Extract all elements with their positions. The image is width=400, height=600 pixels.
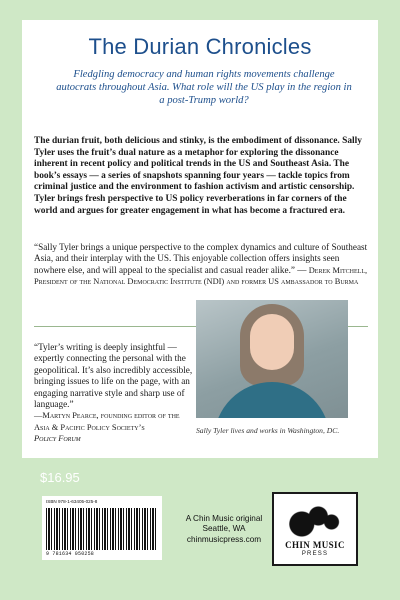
book-description: The durian fruit, both delicious and stinky, is the embodiment of dissonance. Sally Tyler uses the fruit’s dual nature as a metaphor for exploring the dissonance inherent in recent policy and political trends in the US and Southeast Asia. The book’s essays — a series of snapshots spanning four years — tackle topics from criminal justice and the environment to fashion activism and artistic censorship. Tyler brings fresh perspective to US policy reverberations in far corners of the world and argues for greater engagement in what has become a fractured era.: [34, 136, 362, 216]
publisher-line-1: A Chin Music original: [185, 514, 263, 523]
price-label: $16.95: [40, 470, 80, 485]
logo-brush-icon: [282, 500, 348, 540]
endorsement-attribution-2-pub: Policy Forum: [34, 434, 81, 444]
author-photo-shoulders: [214, 382, 330, 418]
author-photo: [196, 300, 348, 418]
endorsement-text-2: “Tyler’s writing is deeply insightful — expertly connecting the personal with the geopolitical. It’s also incredibly accessible, bringing issues to life on the page, with an engaging narrative style and sharp use of language.”: [34, 342, 193, 410]
barcode-number: 9 781634 050258: [46, 551, 95, 557]
publisher-info: [176, 514, 272, 545]
book-title: The Durian Chronicles: [88, 34, 312, 59]
endorsement-attribution-2-org: Asia & Pacific Policy Society’s: [34, 422, 145, 432]
publisher-line-2: Seattle, WA: [202, 524, 246, 534]
endorsement-attribution-2: —Martyn Pearce, founding editor of the: [34, 411, 180, 421]
endorsement-attribution-1: Derek Mitchell, President of the National Democratic Institute (NDI) and former US ambassador to Burma: [34, 265, 368, 287]
endorsement-text-1: “Sally Tyler brings a unique perspective to the complex dynamics and culture of Southeast Asia, and their interplay with the US. This enjoyable collection offers insights seen nowhere else, and will appeal to the specialist and casual reader alike.” —: [34, 242, 368, 275]
endorsement-quote-1: [34, 242, 368, 288]
isbn-barcode: [42, 496, 162, 560]
isbn-label: ISBN 978-1-63405-025-8: [46, 499, 98, 504]
barcode-icon: [46, 508, 158, 550]
author-photo-face: [250, 314, 294, 370]
endorsement-quote-2: [34, 342, 204, 445]
author-photo-caption: Sally Tyler lives and works in Washington, DC.: [196, 426, 340, 435]
publisher-logo: [272, 492, 358, 566]
publisher-line-3: chinmusicpress.com: [186, 534, 262, 544]
logo-sub: PRESS: [301, 551, 329, 557]
book-tagline: Fledgling democracy and human rights movements challenge autocrats throughout Asia. What role will the US play in the region in a post-Trump world?: [56, 69, 352, 106]
logo-name: CHIN MUSIC: [285, 540, 345, 550]
